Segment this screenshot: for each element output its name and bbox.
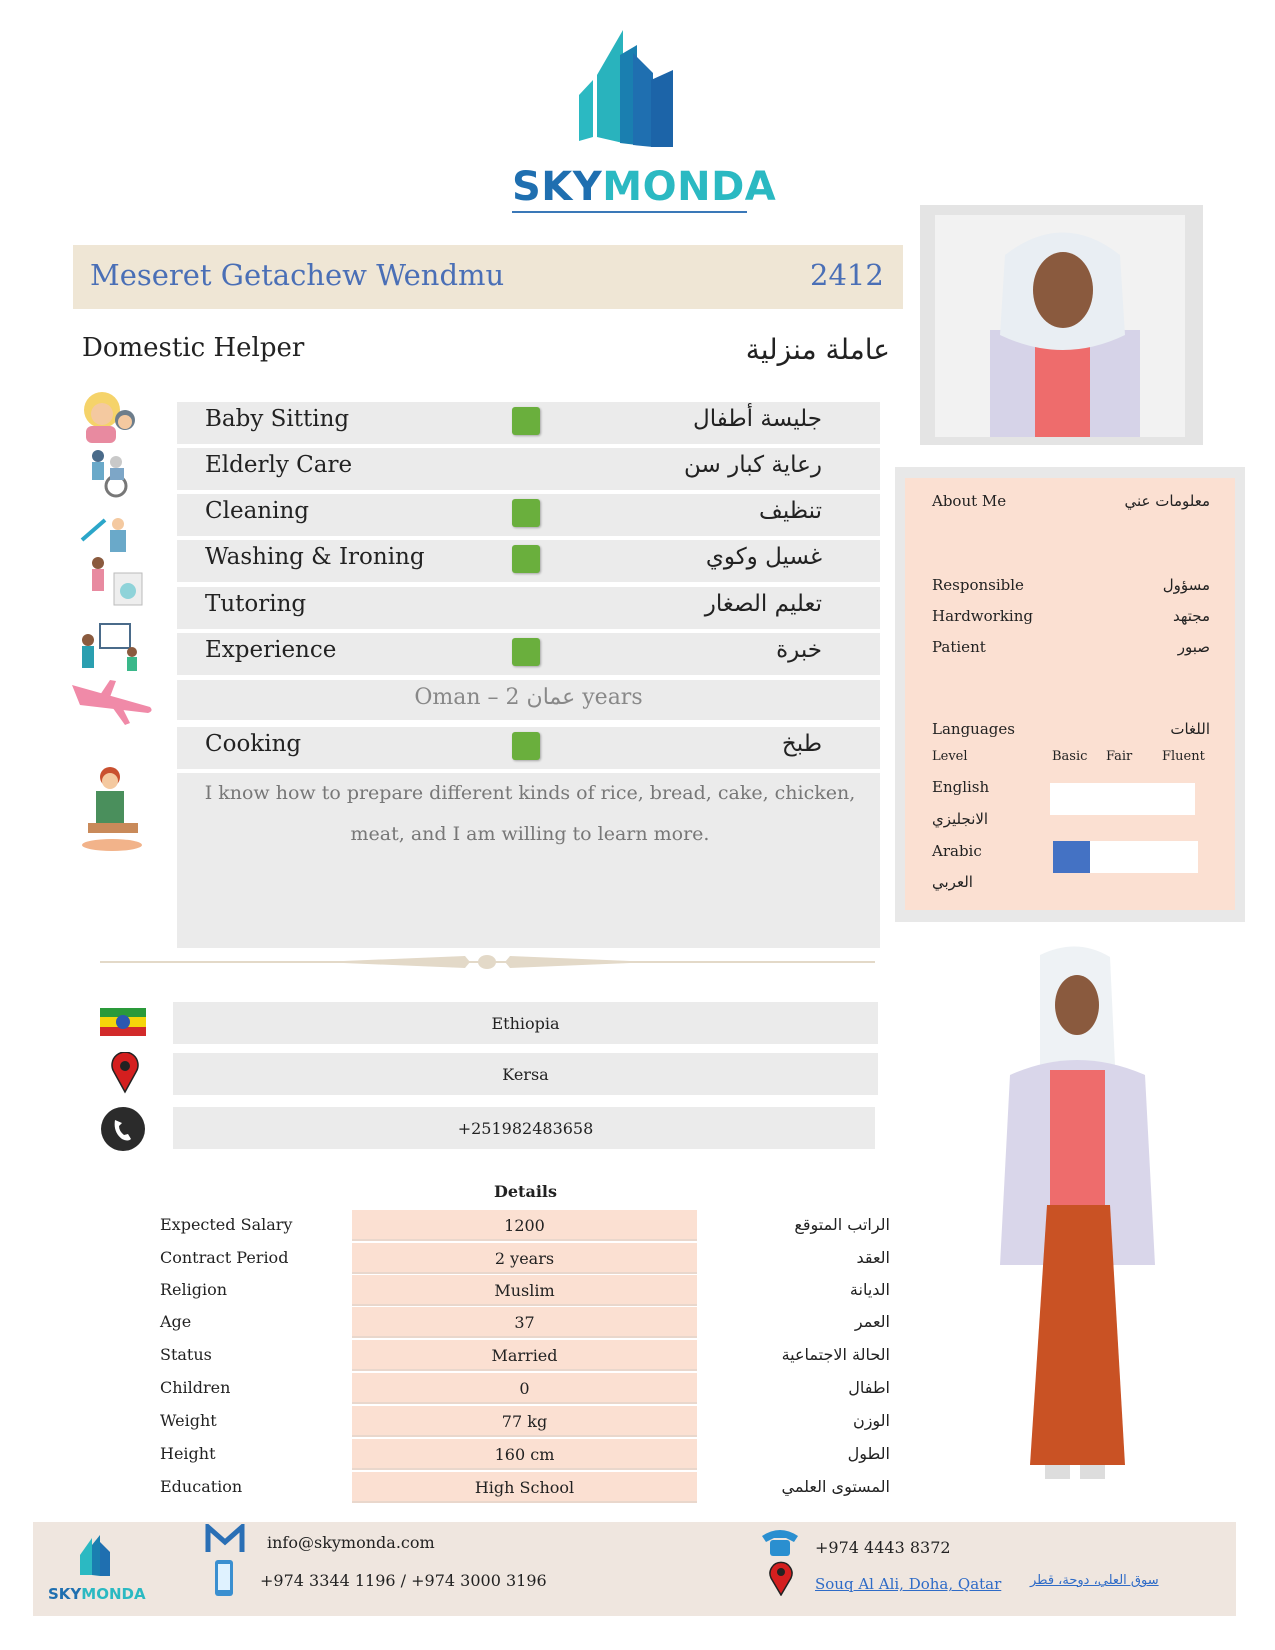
job-title-en: Domestic Helper — [82, 333, 305, 363]
footer-address-ar-link[interactable]: سوق العلي، دوحة، قطر — [1030, 1573, 1159, 1588]
cooking-icon — [70, 765, 155, 855]
trait-ar: مجتهد — [1172, 607, 1210, 625]
footer-logo-icon — [70, 1530, 125, 1580]
experience-detail: Oman – عمان 2 years — [414, 685, 643, 710]
portrait-photo — [935, 215, 1185, 437]
trait-en: Hardworking — [932, 607, 1033, 625]
detail-label-ar: المستوى العلمي — [781, 1477, 890, 1496]
cooking-label-ar: طبخ — [781, 731, 822, 757]
trait-en: Patient — [932, 638, 986, 656]
trait-en: Responsible — [932, 576, 1024, 594]
job-title-ar: عاملة منزلية — [745, 333, 890, 366]
languages-title-ar: اللغات — [1170, 720, 1210, 738]
phone-icon — [100, 1106, 146, 1152]
detail-label-ar: الطول — [847, 1444, 890, 1463]
candidate-name: Meseret Getachew Wendmu — [90, 258, 505, 292]
footer-mobiles: +974 3344 1196 / +974 3000 3196 — [260, 1571, 547, 1590]
footer-brand-sky: SKY — [48, 1585, 82, 1603]
detail-value: 37 — [352, 1307, 697, 1338]
detail-value: 0 — [352, 1373, 697, 1404]
about-title-en: About Me — [932, 492, 1007, 510]
about-title-ar: معلومات عني — [1124, 492, 1210, 510]
brand-wordmark — [512, 164, 777, 213]
detail-value: 1200 — [352, 1210, 697, 1241]
footer-landline: +974 4443 8372 — [815, 1538, 951, 1557]
ethiopia-flag-icon — [100, 1008, 146, 1036]
footer-brand-monda: MONDA — [81, 1585, 146, 1603]
mobile-icon — [213, 1558, 235, 1598]
skill-label-ar: غسيل وكوي — [705, 544, 822, 570]
skill-label-en: Elderly Care — [205, 452, 353, 478]
footer-address-en-link[interactable]: Souq Al Ali, Doha, Qatar — [815, 1575, 1002, 1593]
phone-value: +251982483658 — [457, 1119, 594, 1138]
detail-label-ar: اطفال — [848, 1378, 890, 1397]
detail-label-en: Contract Period — [160, 1248, 289, 1267]
detail-value: High School — [352, 1472, 697, 1503]
detail-label-ar: الديانة — [849, 1280, 890, 1299]
detail-value: Married — [352, 1340, 697, 1371]
level-fair: Fair — [1106, 749, 1133, 764]
baby-sitting-icon — [70, 388, 155, 443]
cooking-description: I know how to prepare different kinds of rice, bread, cake, chicken, meat, and I am willing to learn more. — [204, 782, 856, 845]
elderly-care-icon — [70, 448, 155, 498]
detail-value: 77 kg — [352, 1406, 697, 1437]
skill-label-ar: تنظيف — [759, 498, 822, 524]
airplane-icon — [70, 675, 155, 730]
telephone-icon — [760, 1526, 800, 1558]
language-ar: الانجليزي — [932, 810, 989, 828]
skill-label-en: Washing & Ironing — [205, 544, 425, 570]
footer-email[interactable]: info@skymonda.com — [267, 1533, 435, 1552]
checkmark-icon — [512, 732, 540, 760]
skill-label-en: Experience — [205, 637, 337, 663]
detail-label-ar: الراتب المتوقع — [794, 1215, 890, 1234]
detail-value: 2 years — [352, 1243, 697, 1274]
checkmark-icon — [512, 407, 540, 435]
skill-label-ar: رعاية كبار سن — [684, 452, 822, 478]
location-pin-icon — [110, 1052, 140, 1094]
details-title: Details — [494, 1182, 557, 1201]
candidate-ref-number: 2412 — [810, 258, 884, 292]
language-en: English — [932, 778, 990, 796]
languages-title-en: Languages — [932, 720, 1015, 738]
level-fluent: Fluent — [1162, 749, 1205, 764]
level-label: Level — [932, 749, 968, 764]
washing-icon — [70, 555, 155, 610]
detail-value: Muslim — [352, 1275, 697, 1306]
footer-brand — [48, 1585, 146, 1603]
detail-label-en: Age — [160, 1312, 192, 1331]
detail-label-ar: الوزن — [852, 1411, 890, 1430]
brand-sky: SKY — [512, 164, 603, 210]
detail-label-en: Weight — [160, 1411, 217, 1430]
full-body-photo — [985, 945, 1170, 1485]
detail-value: 160 cm — [352, 1439, 697, 1470]
skill-label-en: Cleaning — [205, 498, 309, 524]
address-pin-icon — [768, 1560, 794, 1596]
trait-ar: مسؤول — [1162, 576, 1210, 594]
brand-monda: MONDA — [602, 164, 777, 210]
language-en: Arabic — [932, 842, 982, 860]
language-level-fill — [1053, 841, 1090, 873]
language-level-bar — [1050, 783, 1195, 815]
detail-label-ar: العقد — [856, 1248, 890, 1267]
detail-label-en: Religion — [160, 1280, 228, 1299]
level-basic: Basic — [1052, 749, 1088, 764]
detail-label-en: Status — [160, 1345, 212, 1364]
checkmark-icon — [512, 638, 540, 666]
ornamental-divider — [100, 950, 875, 974]
checkmark-icon — [512, 545, 540, 573]
trait-ar: صبور — [1177, 638, 1210, 656]
detail-label-en: Expected Salary — [160, 1215, 293, 1234]
cleaning-icon — [70, 510, 155, 555]
cooking-label-en: Cooking — [205, 731, 302, 757]
detail-label-ar: الحالة الاجتماعية — [781, 1345, 890, 1364]
language-ar: العربي — [932, 873, 973, 891]
skill-label-en: Baby Sitting — [205, 406, 350, 432]
detail-label-ar: العمر — [854, 1312, 890, 1331]
tutoring-icon — [70, 620, 155, 675]
checkmark-icon — [512, 499, 540, 527]
skill-label-ar: خبرة — [776, 637, 822, 663]
detail-label-en: Education — [160, 1477, 243, 1496]
skill-label-en: Tutoring — [205, 591, 307, 617]
detail-label-en: Height — [160, 1444, 216, 1463]
skymonda-logo-icon — [575, 25, 700, 160]
city-value: Kersa — [502, 1065, 549, 1084]
skill-label-ar: تعليم الصغار — [704, 591, 822, 617]
country-value: Ethiopia — [491, 1014, 560, 1033]
skill-label-ar: جليسة أطفال — [693, 406, 822, 432]
email-icon — [205, 1524, 245, 1554]
detail-label-en: Children — [160, 1378, 231, 1397]
